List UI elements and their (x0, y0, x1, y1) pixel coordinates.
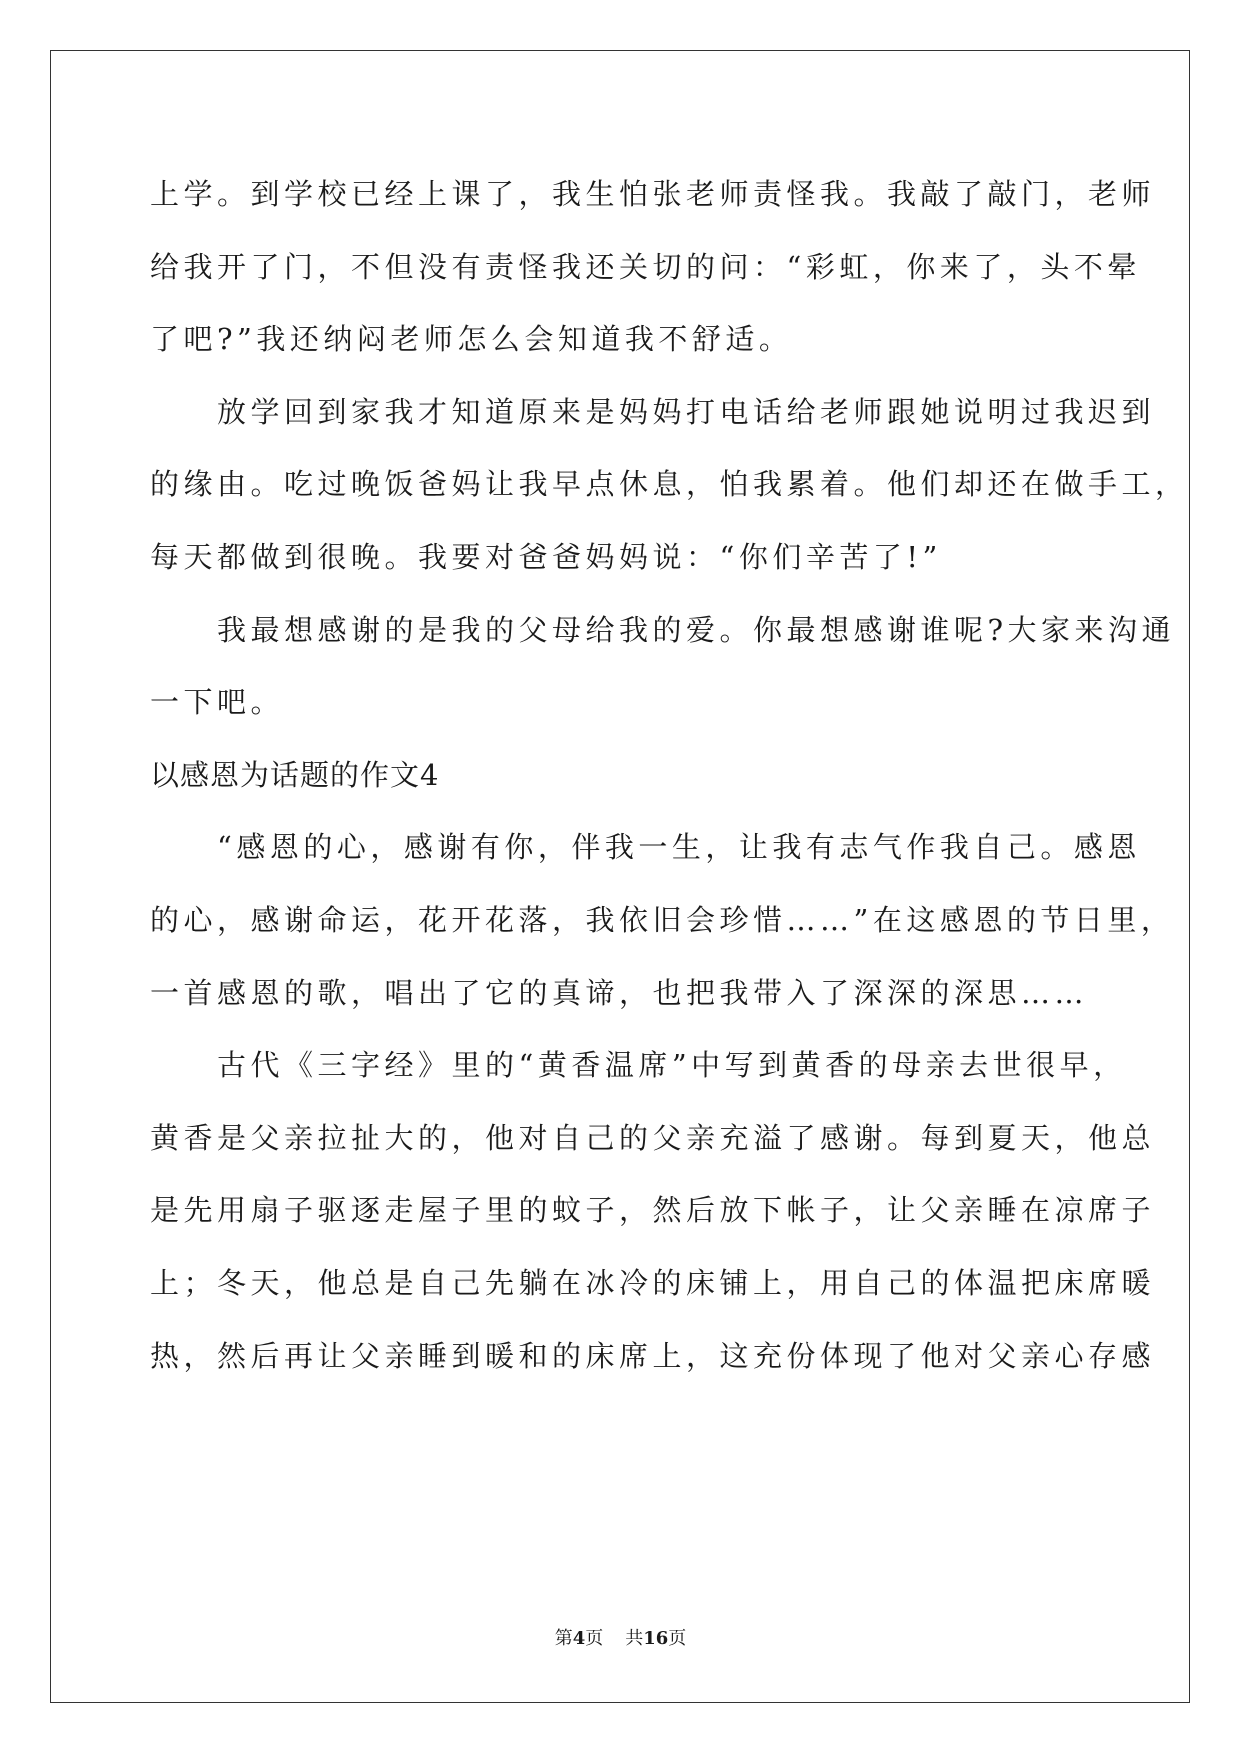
page-number: 4 (572, 1628, 586, 1649)
text-line: “感恩的心，感谢有你，伴我一生，让我有志气作我自己。感恩 (150, 830, 1141, 865)
text-line: 放学回到家我才知道原来是妈妈打电话给老师跟她说明过我迟到 (150, 394, 1156, 429)
page-suffix: 页 (585, 1628, 604, 1649)
text-line: 我最想感谢的是我的父母给我的爱。你最想感谢谁呢?大家来沟通 (150, 612, 1176, 647)
text-line: 上学。到学校已经上课了，我生怕张老师责怪我。我敲了敲门，老师 (150, 177, 1156, 211)
text-line: 每天都做到很晚。我要对爸爸妈妈说：“你们辛苦了!” (150, 539, 942, 574)
text-line: 一下吧。 (150, 685, 285, 720)
document-body (150, 158, 1189, 1392)
page-prefix: 第 (554, 1628, 573, 1649)
page-total: 16 (643, 1628, 669, 1649)
text-line: 一首感恩的歌，唱出了它的真谛，也把我带入了深深的深思…… (150, 975, 1089, 1010)
text-line: 了吧?”我还纳闷老师怎么会知道我不舒适。 (150, 322, 793, 357)
text-line: 的缘由。吃过晚饭爸妈让我早点休息，怕我累着。他们却还在做手工， (150, 467, 1189, 502)
page-footer (0, 1627, 1241, 1651)
text-line: 古代《三字经》里的“黄香温席”中写到黄香的母亲去世很早， (150, 1048, 1127, 1083)
text-line: 黄香是父亲拉扯大的，他对自己的父亲充溢了感谢。每到夏天，他总 (150, 1120, 1156, 1155)
text-line: 是先用扇子驱逐走屋子里的蚊子，然后放下帐子，让父亲睡在凉席子 (150, 1193, 1156, 1228)
text-line: 上；冬天，他总是自己先躺在冰冷的床铺上，用自己的体温把床席暖 (150, 1265, 1156, 1300)
text-line: 给我开了门，不但没有责怪我还关切的问：“彩虹，你来了，头不晕 (150, 249, 1141, 284)
total-suffix: 页 (668, 1628, 687, 1649)
total-prefix: 共 (625, 1628, 644, 1649)
essay-heading: 以感恩为话题的作文4 (150, 757, 440, 792)
text-line: 的心，感谢命运，花开花落，我依旧会珍惜……”在这感恩的节日里， (150, 902, 1175, 937)
text-line: 热，然后再让父亲睡到暖和的床席上，这充份体现了他对父亲心存感 (150, 1338, 1156, 1373)
